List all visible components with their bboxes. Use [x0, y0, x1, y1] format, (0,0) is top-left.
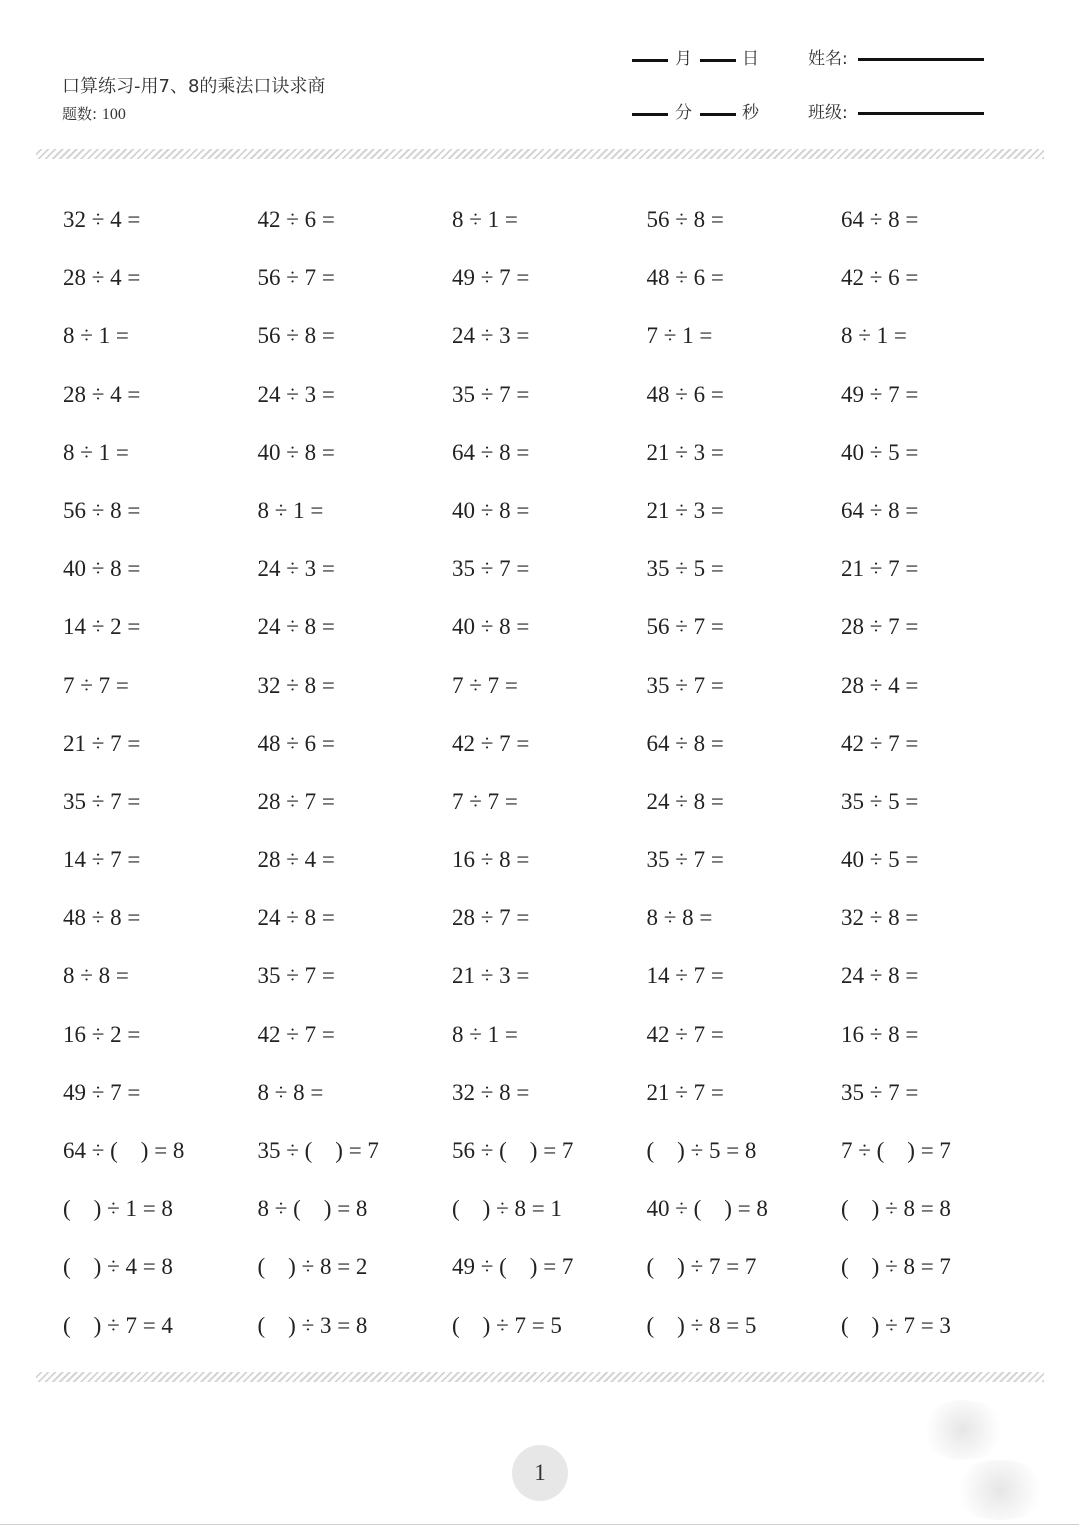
problem-item: ( ) ÷ 1 = 8 [63, 1196, 173, 1222]
problem-item: 16 ÷ 8 = [841, 1021, 919, 1047]
problem-item: 8 ÷ 1 = [63, 323, 129, 349]
problem-item: 28 ÷ 7 = [257, 788, 335, 814]
problem-item: 56 ÷ 7 = [646, 614, 724, 640]
problem-item: 16 ÷ 8 = [452, 847, 530, 873]
problem-item: 35 ÷ ( ) = 7 [257, 1138, 379, 1163]
problem-item: ( ) ÷ 8 = 2 [257, 1254, 368, 1280]
problem-item: 24 ÷ 8 = [646, 788, 724, 814]
problem-item: 64 ÷ 8 = [841, 207, 919, 232]
page-number: 1 [534, 1460, 546, 1485]
problem-item: 21 ÷ 7 = [63, 730, 141, 756]
problem-item: ( ) ÷ 3 = 8 [257, 1312, 368, 1338]
problem-item: ( ) ÷ 4 = 8 [63, 1254, 173, 1280]
problem-item: 21 ÷ 7 = [646, 1079, 724, 1105]
page-number-badge [512, 1445, 568, 1501]
month-blank[interactable] [632, 59, 668, 62]
problem-item: 8 ÷ 8 = [257, 1079, 324, 1105]
problem-item: 24 ÷ 8 = [257, 905, 335, 931]
class-label: 班级: [808, 103, 848, 123]
second-blank[interactable] [700, 113, 736, 116]
problem-item: 8 ÷ 8 = [646, 905, 713, 931]
problem-item: ( ) ÷ 7 = 3 [841, 1312, 951, 1338]
name-label: 姓名: [808, 49, 848, 69]
problem-item: 16 ÷ 2 = [63, 1021, 141, 1047]
problem-item: ( ) ÷ 7 = 7 [646, 1254, 757, 1280]
problem-item: 35 ÷ 5 = [841, 788, 919, 814]
problem-count-value: 100 [101, 106, 126, 123]
problem-item: 48 ÷ 8 = [63, 905, 141, 931]
problem-item: 35 ÷ 7 = [646, 672, 724, 698]
problem-item: 48 ÷ 6 = [646, 381, 724, 407]
problem-item: 24 ÷ 8 = [257, 614, 335, 640]
problem-item: 7 ÷ 7 = [452, 672, 518, 698]
second-label: 秒 [742, 103, 759, 123]
problem-item: 24 ÷ 3 = [257, 381, 335, 407]
problem-item: 28 ÷ 4 = [63, 381, 141, 407]
problem-item: 21 ÷ 3 = [646, 439, 724, 465]
problem-item: 28 ÷ 4 = [63, 265, 141, 291]
problem-item: 14 ÷ 7 = [63, 847, 141, 873]
problem-item: 35 ÷ 7 = [63, 788, 141, 814]
problem-item: 14 ÷ 2 = [63, 614, 141, 640]
class-blank[interactable] [858, 112, 984, 115]
problem-item: 48 ÷ 6 = [646, 265, 724, 291]
problem-item: 40 ÷ 8 = [63, 556, 141, 582]
problem-item: 42 ÷ 6 = [257, 207, 335, 232]
problem-item: 48 ÷ 6 = [257, 730, 335, 756]
problem-item: 28 ÷ 7 = [452, 905, 530, 931]
problem-item: 14 ÷ 7 = [646, 963, 724, 989]
minute-blank[interactable] [632, 113, 668, 116]
problem-item: 56 ÷ 8 = [63, 497, 141, 523]
name-blank[interactable] [858, 58, 984, 61]
problem-item: 49 ÷ 7 = [452, 265, 530, 291]
day-blank[interactable] [700, 59, 736, 62]
problem-item: 8 ÷ ( ) = 8 [257, 1196, 368, 1222]
problem-item: 35 ÷ 7 = [452, 381, 530, 407]
problem-item: 8 ÷ 8 = [63, 963, 129, 989]
problem-item: 8 ÷ 1 = [841, 323, 907, 349]
problem-item: 49 ÷ 7 = [841, 381, 919, 407]
problem-item: 24 ÷ 3 = [257, 556, 335, 582]
problem-count-label: 题数: [62, 105, 98, 123]
problem-item: ( ) ÷ 8 = 8 [841, 1196, 951, 1222]
problem-item: 28 ÷ 4 = [841, 672, 919, 698]
problem-item: 40 ÷ 8 = [257, 439, 335, 465]
worksheet-title: 口算练习-用7、8的乘法口诀求商 [62, 76, 326, 97]
problem-item: 8 ÷ 1 = [452, 207, 518, 232]
day-label: 日 [742, 49, 759, 69]
problem-item: 40 ÷ 5 = [841, 847, 919, 873]
problem-item: 8 ÷ 1 = [63, 439, 129, 465]
problem-item: 64 ÷ ( ) = 8 [63, 1138, 185, 1163]
problem-item: ( ) ÷ 8 = 1 [452, 1196, 562, 1222]
problem-item: 35 ÷ 7 = [841, 1079, 919, 1105]
problem-item: 42 ÷ 7 = [257, 1021, 335, 1047]
month-label: 月 [675, 49, 692, 69]
problem-item: 40 ÷ 8 = [452, 497, 530, 523]
problem-item: 21 ÷ 7 = [841, 556, 919, 582]
problem-item: 32 ÷ 8 = [257, 672, 335, 698]
problem-item: 24 ÷ 3 = [452, 323, 530, 349]
problem-item: 40 ÷ 5 = [841, 439, 919, 465]
problem-item: 7 ÷ 7 = [63, 672, 129, 698]
problem-item: 35 ÷ 7 = [257, 963, 335, 989]
problem-item: 7 ÷ 1 = [646, 323, 713, 349]
problem-count [62, 103, 126, 124]
problem-item: ( ) ÷ 7 = 5 [452, 1312, 562, 1338]
problem-item: 40 ÷ ( ) = 8 [646, 1196, 768, 1222]
problem-item: 7 ÷ ( ) = 7 [841, 1138, 951, 1163]
problem-item: 64 ÷ 8 = [452, 439, 530, 465]
problem-item: ( ) ÷ 8 = 5 [646, 1312, 757, 1338]
problem-item: 7 ÷ 7 = [452, 788, 518, 814]
problem-item: 32 ÷ 8 = [841, 905, 919, 931]
problem-item: 42 ÷ 7 = [841, 730, 919, 756]
problem-item: 40 ÷ 8 = [452, 614, 530, 640]
scan-smudge [950, 1460, 1050, 1520]
problem-item: 8 ÷ 1 = [257, 497, 324, 523]
problem-item: 49 ÷ 7 = [63, 1079, 141, 1105]
problem-item: 8 ÷ 1 = [452, 1021, 518, 1047]
scan-smudge [918, 1400, 1008, 1460]
problem-item: 56 ÷ 8 = [646, 207, 724, 232]
problem-item: 56 ÷ ( ) = 7 [452, 1138, 574, 1163]
problem-item: 24 ÷ 8 = [841, 963, 919, 989]
problem-item: 35 ÷ 7 = [452, 556, 530, 582]
problem-item: 56 ÷ 7 = [257, 265, 335, 291]
problem-item: 56 ÷ 8 = [257, 323, 335, 349]
minute-label: 分 [675, 103, 692, 123]
bottom-divider [36, 1372, 1044, 1382]
problem-item: ( ) ÷ 7 = 4 [63, 1312, 173, 1338]
problem-item: 49 ÷ ( ) = 7 [452, 1254, 574, 1280]
problem-grid [63, 191, 1043, 1355]
problem-item: 21 ÷ 3 = [646, 497, 724, 523]
problem-item: 64 ÷ 8 = [646, 730, 724, 756]
problem-item: ( ) ÷ 5 = 8 [646, 1138, 757, 1163]
bottom-rule [0, 1524, 1079, 1525]
problem-item: 42 ÷ 6 = [841, 265, 919, 291]
problem-item: 35 ÷ 7 = [646, 847, 724, 873]
problem-item: 35 ÷ 5 = [646, 556, 724, 582]
problem-item: 32 ÷ 4 = [63, 207, 141, 232]
top-divider [36, 149, 1044, 159]
problem-item: 42 ÷ 7 = [452, 730, 530, 756]
problem-item: 21 ÷ 3 = [452, 963, 530, 989]
problem-item: 28 ÷ 7 = [841, 614, 919, 640]
problem-item: 64 ÷ 8 = [841, 497, 919, 523]
problem-item: ( ) ÷ 8 = 7 [841, 1254, 951, 1280]
problem-item: 28 ÷ 4 = [257, 847, 335, 873]
problem-item: 42 ÷ 7 = [646, 1021, 724, 1047]
problem-item: 32 ÷ 8 = [452, 1079, 530, 1105]
